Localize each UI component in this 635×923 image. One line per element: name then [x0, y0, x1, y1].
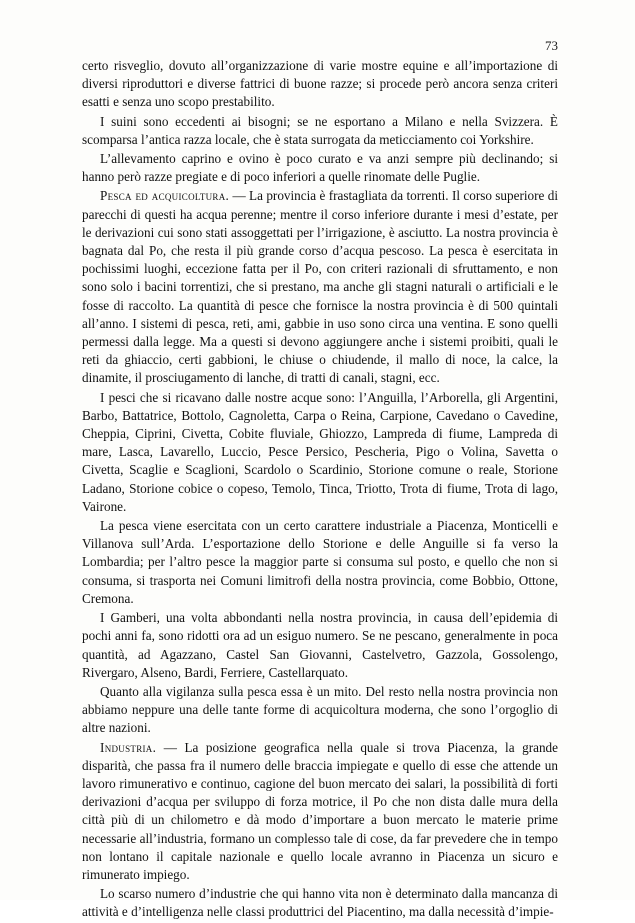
paragraph-gamberi: I Gamberi, una volta abbondanti nella nostra provincia, in causa dell’epidemia di pochi anni fa, sono ridotti ora ad un esiguo numero. Se ne pescano, generalmente in poca quantità, ad Agazzano, Castel San Giovanni, Castelvetro, Gazzola, Gossolengo, Rivergaro, Alseno, Bardi, Ferriere, Castellarquato.: [82, 610, 558, 680]
paragraph-caprino: L’allevamento caprino e ovino è poco curato e va anzi sempre più declinando; si hanno però razze pregiate e di poco inferiori a quelle rinomate delle Puglie.: [82, 151, 558, 185]
body-text: [82, 57, 558, 923]
paragraph-industria-text: — La posizione geografica nella quale si trova Piacenza, la grande disparità, che passa fra il numero delle braccia impiegate e quello di esse che attende un lavoro rimunerativo e continuo, cagione del buon mercato dei salari, la possibilità di forti derivazioni d’acqua per sviluppo di forza motrice, il Po che non dista dalle mura della città più di un chilometro e dà modo d’importare a buon mercato le materie prime necessarie all’industria, formano un complesso tale di cose, da far prevedere che in tempo non lontano il capitale nazionale e quello locale avranno in Piacenza un sicuro e rimunerato impiego.: [82, 739, 558, 882]
paragraph-pesca-text: — La provincia è frastagliata da torrenti. Il corso superiore di parecchi di questi ha acqua perenne; mentre il corso inferiore durante i mesi d’estate, per le derivazioni cui sono stati assoggettati per l’irrigazione, è asciutto. La nostra provincia è bagnata dal Po, che resta il più grande corso d’acqua pescoso. La pesca è esercitata in pochissimi luoghi, eccezione fatta per il Po, con criteri razionali di sfruttamento, e non sono solo i bacini torrentizi, che si prestano, ma anche gli stagni naturali o artificiali e le fosse di raccolto. La quantità di pesce che fornisce la nostra provincia è di 500 quintali all’anno. I sistemi di pesca, reti, ami, gabbie in uso sono circa una ventina. E sono quelli permessi dalla legge. Ma a questi si devono aggiungere anche i sistemi proibiti, quali le reti da ghiaccio, certi gabbioni, le chiuse o chiudende, il mallo di noce, la calce, la dinamite, il prosciugamento di lanche, di tratti di canali, stagni, ecc.: [82, 188, 558, 386]
paragraph-pesca-industriale: La pesca viene esercitata con un certo carattere industriale a Piacenza, Monticelli e Villanova sull’Arda. L’esportazione dello Storione e delle Anguille si fa verso la Lombardia; per l’altro pesce la maggior parte si consuma sul posto, e quello che non si consuma, si trasporta nei Comuni limitrofi della nostra provincia, come Bobbio, Ottone, Cremona.: [82, 518, 558, 606]
paragraph-equine: certo risveglio, dovuto all’organizzazione di varie mostre equine e all’importazione di diversi riproduttori e diverse fattrici di buone razze; si procede però ancora senza criteri esatti e senza uno scopo prestabilito.: [82, 58, 558, 110]
section-heading-industria: Industria.: [100, 739, 157, 755]
paragraph-vigilanza: Quanto alla vigilanza sulla pesca essa è un mito. Del resto nella nostra provincia non abbiamo neppure una delle tante forme di acquicoltura moderna, che sono l’orgoglio di altre nazioni.: [82, 683, 558, 736]
section-heading-pesca: Pesca ed acquicoltura.: [100, 188, 230, 204]
page-number: 73: [545, 38, 558, 53]
paragraph-pesca: [82, 187, 558, 387]
paragraph-industrie-scarse: Lo scarso numero d’industrie che qui hanno vita non è determinato dalla mancanza di attività e d’intelligenza nelle classi produttrici del Piacentino, ma dalla necessità d’impie-: [82, 886, 558, 920]
paragraph-suini: I suini sono eccedenti ai bisogni; se ne esportano a Milano e nella Svizzera. È scomparsa l’antica razza locale, che è stata surrogata da meticciamento coi Yorkshire.: [82, 113, 558, 147]
paragraph-industria: [82, 739, 558, 885]
paragraph-pesci-elenco: I pesci che si ricavano dalle nostre acque sono: l’Anguilla, l’Arborella, gli Argentini, Barbo, Battatrice, Bottolo, Cagnoletta, Carpa o Reina, Carpione, Cavedano o Cavedine, Cheppia, Ciprini, Civetta, Cobite fluviale, Ghiozzo, Lampreda di fiume, Lampreda di mare, Lasca, Lavarello, Luccio, Pesce Persico, Pescheria, Pigo o Volina, Savetta o Civetta, Scaglie e Scaglioni, Scardolo o Scardinio, Storione comune o reale, Storione Ladano, Storione cobice o copeso, Temolo, Tinca, Triotto, Trota di fiume, Trota di lago, Vairone.: [82, 389, 558, 514]
